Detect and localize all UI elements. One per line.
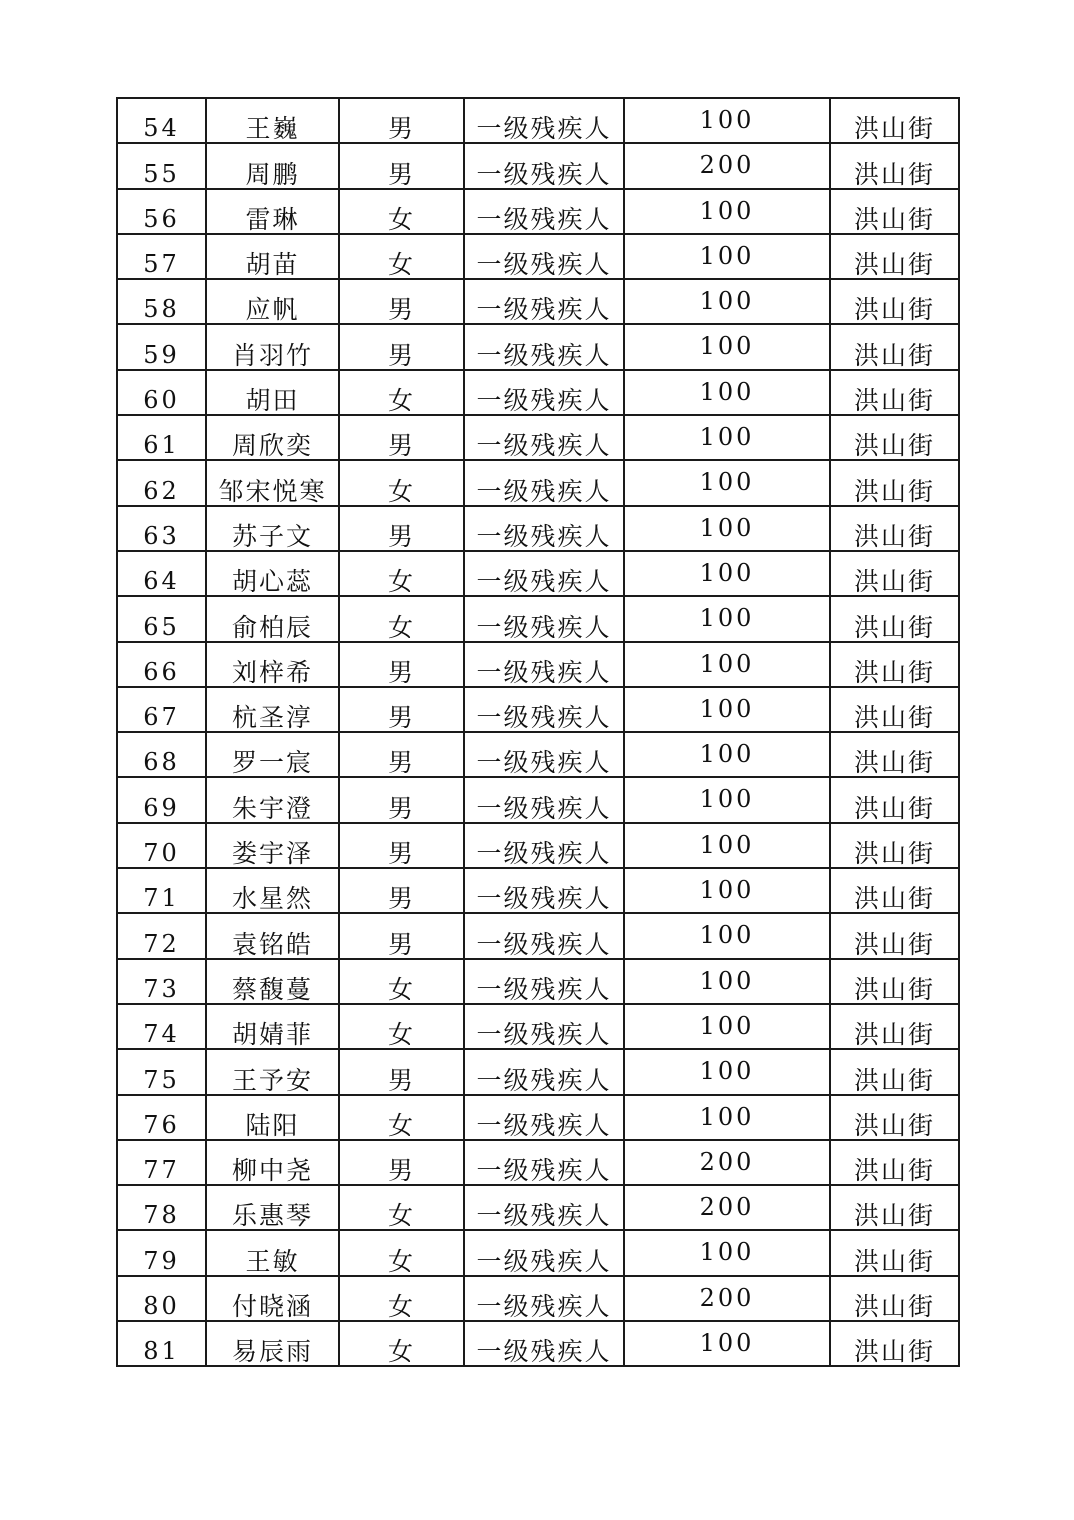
amount-cell: 100	[624, 959, 830, 1004]
name-cell: 肖羽竹	[206, 324, 339, 369]
serial-number-cell: 63	[117, 506, 206, 551]
name-cell: 雷琳	[206, 189, 339, 234]
name-cell: 王巍	[206, 98, 339, 143]
roster-body	[117, 98, 959, 1366]
gender-cell: 男	[339, 415, 464, 460]
amount-cell: 100	[624, 324, 830, 369]
serial-number-cell: 73	[117, 959, 206, 1004]
name-cell: 刘梓希	[206, 642, 339, 687]
serial-number-cell: 59	[117, 324, 206, 369]
table-row	[117, 551, 959, 596]
table-row	[117, 234, 959, 279]
table-row	[117, 823, 959, 868]
serial-number-cell: 67	[117, 687, 206, 732]
name-cell: 王敏	[206, 1230, 339, 1275]
disability-level-cell: 一级残疾人	[464, 959, 624, 1004]
amount-cell: 100	[624, 460, 830, 505]
street-cell: 洪山街	[830, 1276, 959, 1321]
street-cell: 洪山街	[830, 460, 959, 505]
serial-number-cell: 54	[117, 98, 206, 143]
amount-cell: 100	[624, 506, 830, 551]
name-cell: 胡苗	[206, 234, 339, 279]
street-cell: 洪山街	[830, 687, 959, 732]
name-cell: 胡婧菲	[206, 1004, 339, 1049]
amount-cell: 100	[624, 777, 830, 822]
gender-cell: 女	[339, 551, 464, 596]
disability-level-cell: 一级残疾人	[464, 777, 624, 822]
serial-number-cell: 74	[117, 1004, 206, 1049]
disability-level-cell: 一级残疾人	[464, 642, 624, 687]
serial-number-cell: 79	[117, 1230, 206, 1275]
amount-cell: 100	[624, 1049, 830, 1094]
amount-cell: 100	[624, 868, 830, 913]
amount-cell: 100	[624, 913, 830, 958]
street-cell: 洪山街	[830, 143, 959, 188]
table-row	[117, 189, 959, 234]
street-cell: 洪山街	[830, 1321, 959, 1366]
name-cell: 袁铭皓	[206, 913, 339, 958]
table-row	[117, 1276, 959, 1321]
table-row	[117, 687, 959, 732]
amount-cell: 100	[624, 687, 830, 732]
disability-level-cell: 一级残疾人	[464, 551, 624, 596]
table-row	[117, 732, 959, 777]
serial-number-cell: 71	[117, 868, 206, 913]
gender-cell: 女	[339, 1276, 464, 1321]
gender-cell: 男	[339, 642, 464, 687]
street-cell: 洪山街	[830, 324, 959, 369]
serial-number-cell: 65	[117, 596, 206, 641]
street-cell: 洪山街	[830, 189, 959, 234]
disability-level-cell: 一级残疾人	[464, 1049, 624, 1094]
name-cell: 易辰雨	[206, 1321, 339, 1366]
table-row	[117, 777, 959, 822]
disability-level-cell: 一级残疾人	[464, 823, 624, 868]
amount-cell: 100	[624, 370, 830, 415]
gender-cell: 女	[339, 959, 464, 1004]
gender-cell: 女	[339, 1095, 464, 1140]
amount-cell: 200	[624, 1140, 830, 1185]
street-cell: 洪山街	[830, 415, 959, 460]
serial-number-cell: 68	[117, 732, 206, 777]
gender-cell: 女	[339, 1004, 464, 1049]
name-cell: 苏子文	[206, 506, 339, 551]
table-row	[117, 279, 959, 324]
gender-cell: 男	[339, 687, 464, 732]
gender-cell: 男	[339, 324, 464, 369]
table-row	[117, 415, 959, 460]
disability-level-cell: 一级残疾人	[464, 324, 624, 369]
gender-cell: 女	[339, 596, 464, 641]
name-cell: 周鹏	[206, 143, 339, 188]
serial-number-cell: 69	[117, 777, 206, 822]
name-cell: 娄宇泽	[206, 823, 339, 868]
amount-cell: 100	[624, 732, 830, 777]
disability-level-cell: 一级残疾人	[464, 1140, 624, 1185]
disability-level-cell: 一级残疾人	[464, 234, 624, 279]
serial-number-cell: 61	[117, 415, 206, 460]
disability-level-cell: 一级残疾人	[464, 1321, 624, 1366]
street-cell: 洪山街	[830, 1140, 959, 1185]
disability-level-cell: 一级残疾人	[464, 370, 624, 415]
table-row	[117, 959, 959, 1004]
gender-cell: 女	[339, 1185, 464, 1230]
gender-cell: 女	[339, 1230, 464, 1275]
serial-number-cell: 75	[117, 1049, 206, 1094]
disability-level-cell: 一级残疾人	[464, 98, 624, 143]
serial-number-cell: 55	[117, 143, 206, 188]
table-row	[117, 1004, 959, 1049]
name-cell: 俞柏辰	[206, 596, 339, 641]
street-cell: 洪山街	[830, 959, 959, 1004]
table-row	[117, 1049, 959, 1094]
gender-cell: 女	[339, 234, 464, 279]
table-row	[117, 506, 959, 551]
amount-cell: 200	[624, 1185, 830, 1230]
amount-cell: 100	[624, 1321, 830, 1366]
name-cell: 杭圣淳	[206, 687, 339, 732]
gender-cell: 男	[339, 1140, 464, 1185]
street-cell: 洪山街	[830, 596, 959, 641]
gender-cell: 男	[339, 732, 464, 777]
street-cell: 洪山街	[830, 732, 959, 777]
disability-level-cell: 一级残疾人	[464, 1185, 624, 1230]
gender-cell: 男	[339, 143, 464, 188]
table-row	[117, 642, 959, 687]
serial-number-cell: 77	[117, 1140, 206, 1185]
disability-level-cell: 一级残疾人	[464, 1276, 624, 1321]
amount-cell: 100	[624, 279, 830, 324]
gender-cell: 女	[339, 460, 464, 505]
disability-level-cell: 一级残疾人	[464, 460, 624, 505]
amount-cell: 200	[624, 143, 830, 188]
gender-cell: 女	[339, 370, 464, 415]
amount-cell: 100	[624, 189, 830, 234]
amount-cell: 100	[624, 1004, 830, 1049]
disability-level-cell: 一级残疾人	[464, 279, 624, 324]
gender-cell: 男	[339, 1049, 464, 1094]
street-cell: 洪山街	[830, 823, 959, 868]
table-row	[117, 913, 959, 958]
name-cell: 胡心蕊	[206, 551, 339, 596]
serial-number-cell: 80	[117, 1276, 206, 1321]
serial-number-cell: 81	[117, 1321, 206, 1366]
street-cell: 洪山街	[830, 1230, 959, 1275]
name-cell: 柳中尧	[206, 1140, 339, 1185]
name-cell: 陆阳	[206, 1095, 339, 1140]
street-cell: 洪山街	[830, 551, 959, 596]
name-cell: 朱宇澄	[206, 777, 339, 822]
street-cell: 洪山街	[830, 1004, 959, 1049]
gender-cell: 女	[339, 1321, 464, 1366]
disability-level-cell: 一级残疾人	[464, 868, 624, 913]
name-cell: 王予安	[206, 1049, 339, 1094]
name-cell: 应帆	[206, 279, 339, 324]
disability-level-cell: 一级残疾人	[464, 189, 624, 234]
gender-cell: 男	[339, 823, 464, 868]
name-cell: 邹宋悦寒	[206, 460, 339, 505]
amount-cell: 100	[624, 642, 830, 687]
amount-cell: 100	[624, 596, 830, 641]
gender-cell: 男	[339, 506, 464, 551]
amount-cell: 100	[624, 234, 830, 279]
street-cell: 洪山街	[830, 1095, 959, 1140]
name-cell: 付晓涵	[206, 1276, 339, 1321]
street-cell: 洪山街	[830, 98, 959, 143]
gender-cell: 男	[339, 777, 464, 822]
amount-cell: 100	[624, 1230, 830, 1275]
table-row	[117, 1095, 959, 1140]
name-cell: 胡田	[206, 370, 339, 415]
gender-cell: 男	[339, 98, 464, 143]
amount-cell: 100	[624, 415, 830, 460]
name-cell: 罗一宸	[206, 732, 339, 777]
table-row	[117, 324, 959, 369]
amount-cell: 100	[624, 823, 830, 868]
disability-level-cell: 一级残疾人	[464, 143, 624, 188]
street-cell: 洪山街	[830, 642, 959, 687]
table-row	[117, 1185, 959, 1230]
serial-number-cell: 62	[117, 460, 206, 505]
disability-level-cell: 一级残疾人	[464, 596, 624, 641]
name-cell: 乐惠琴	[206, 1185, 339, 1230]
street-cell: 洪山街	[830, 913, 959, 958]
table-row	[117, 1230, 959, 1275]
amount-cell: 200	[624, 1276, 830, 1321]
amount-cell: 100	[624, 98, 830, 143]
serial-number-cell: 56	[117, 189, 206, 234]
serial-number-cell: 57	[117, 234, 206, 279]
table-row	[117, 1321, 959, 1366]
table-row	[117, 460, 959, 505]
disability-level-cell: 一级残疾人	[464, 732, 624, 777]
disability-level-cell: 一级残疾人	[464, 506, 624, 551]
disability-level-cell: 一级残疾人	[464, 415, 624, 460]
disability-level-cell: 一级残疾人	[464, 1230, 624, 1275]
gender-cell: 男	[339, 279, 464, 324]
serial-number-cell: 58	[117, 279, 206, 324]
gender-cell: 男	[339, 913, 464, 958]
street-cell: 洪山街	[830, 868, 959, 913]
serial-number-cell: 70	[117, 823, 206, 868]
street-cell: 洪山街	[830, 279, 959, 324]
name-cell: 周欣奕	[206, 415, 339, 460]
street-cell: 洪山街	[830, 234, 959, 279]
street-cell: 洪山街	[830, 1185, 959, 1230]
serial-number-cell: 64	[117, 551, 206, 596]
street-cell: 洪山街	[830, 777, 959, 822]
disability-level-cell: 一级残疾人	[464, 687, 624, 732]
table-row	[117, 1140, 959, 1185]
serial-number-cell: 72	[117, 913, 206, 958]
street-cell: 洪山街	[830, 1049, 959, 1094]
serial-number-cell: 66	[117, 642, 206, 687]
table-row	[117, 370, 959, 415]
street-cell: 洪山街	[830, 506, 959, 551]
street-cell: 洪山街	[830, 370, 959, 415]
amount-cell: 100	[624, 551, 830, 596]
gender-cell: 男	[339, 868, 464, 913]
table-row	[117, 98, 959, 143]
name-cell: 蔡馥蔓	[206, 959, 339, 1004]
disability-level-cell: 一级残疾人	[464, 1095, 624, 1140]
gender-cell: 女	[339, 189, 464, 234]
serial-number-cell: 78	[117, 1185, 206, 1230]
disability-level-cell: 一级残疾人	[464, 1004, 624, 1049]
table-row	[117, 868, 959, 913]
table-row	[117, 143, 959, 188]
name-cell: 水星然	[206, 868, 339, 913]
serial-number-cell: 76	[117, 1095, 206, 1140]
table-row	[117, 596, 959, 641]
amount-cell: 100	[624, 1095, 830, 1140]
serial-number-cell: 60	[117, 370, 206, 415]
roster-table	[116, 97, 960, 1367]
disability-level-cell: 一级残疾人	[464, 913, 624, 958]
